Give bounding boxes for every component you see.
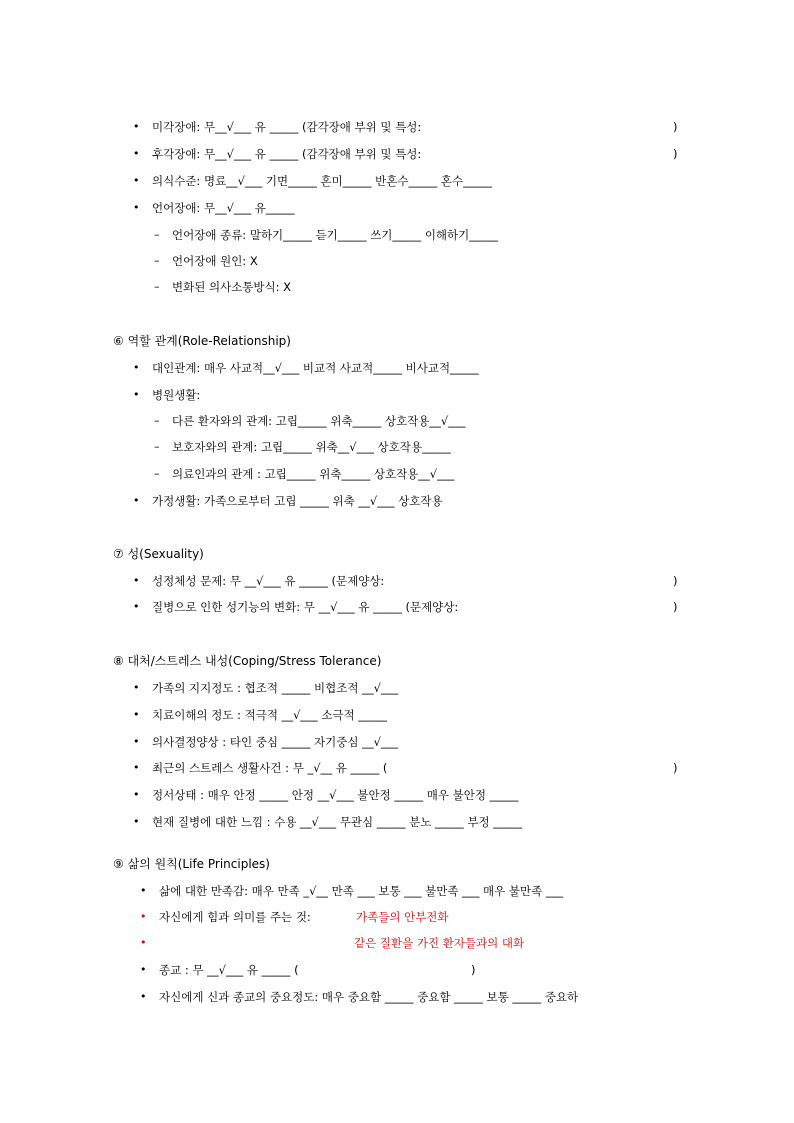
life-satisfaction-line: 삶에 대한 만족감: 매우 만족 _√__ 만족 ___ 보통 ___ 불만족 ___ 매우 불만족 ___ — [159, 884, 564, 898]
close-paren: ) — [673, 574, 678, 588]
decision-making-line: 의사결정양상 : 타인 중심 _____ 자기중심 __√___ — [152, 735, 399, 749]
meaning-source-label: 자신에게 힘과 의미를 주는 것: — [159, 910, 311, 924]
close-paren: ) — [673, 600, 678, 614]
bullet: • — [133, 681, 140, 694]
other-patients-relation-line: 다른 환자와의 관계: 고립_____ 위축_____ 상호작용__√___ — [172, 414, 466, 428]
close-paren: ) — [673, 147, 678, 161]
bullet: • — [133, 388, 140, 401]
sexual-identity-line: 성정체성 문제: 무 __√___ 유 _____ (문제양상: — [152, 574, 385, 588]
dash: – — [154, 414, 160, 427]
bullet: • — [133, 174, 140, 187]
bullet: • — [133, 761, 140, 774]
bullet: • — [133, 201, 140, 214]
section-heading-sexuality: ⑦ 성(Sexuality) — [113, 547, 204, 561]
sexual-function-change-line: 질병으로 인한 성기능의 변화: 무 __√___ 유 _____ (문제양상: — [152, 600, 459, 614]
dash: – — [154, 467, 160, 480]
dash: – — [154, 280, 160, 293]
dash: – — [154, 254, 160, 267]
bullet: • — [133, 735, 140, 748]
bullet: • — [140, 936, 147, 949]
bullet: • — [133, 788, 140, 801]
bullet: • — [133, 600, 140, 613]
emotional-state-line: 정서상태 : 매우 안정 _____ 안정 __√___ 불안정 _____ 매우 불안정 _____ — [152, 788, 519, 802]
religion-importance-line: 자신에게 신과 종교의 중요정도: 매우 중요함 _____ 중요함 _____ 보통 _____ 중요하 — [159, 990, 579, 1004]
bullet: • — [133, 120, 140, 133]
bullet: • — [140, 910, 147, 923]
feeling-about-illness-line: 현재 질병에 대한 느낌 : 수용 __√___ 무관심 _____ 분노 _____ 부정 _____ — [152, 815, 523, 829]
bullet: • — [133, 361, 140, 374]
close-paren: ) — [673, 761, 678, 775]
medical-staff-relation-line: 의료인과의 관계 : 고립_____ 위축_____ 상호작용__√___ — [172, 467, 455, 481]
bullet: • — [140, 884, 147, 897]
communication-method-line: 변화된 의사소통방식: X — [172, 280, 292, 294]
section-heading-life-principles: ⑨ 삶의 원칙(Life Principles) — [113, 857, 270, 871]
bullet: • — [133, 574, 140, 587]
language-disorder-cause-line: 언어장애 원인: X — [172, 254, 258, 268]
bullet: • — [133, 494, 140, 507]
language-disorder-line: 언어장애: 무__√___ 유_____ — [152, 201, 295, 215]
family-support-line: 가족의 지지정도 : 협조적 _____ 비협조적 __√___ — [152, 681, 399, 695]
meaning-source-value-2: 같은 질환을 가진 환자들과의 대화 — [354, 936, 525, 950]
treatment-understanding-line: 치료이해의 정도 : 적극적 __√___ 소극적 _____ — [152, 708, 388, 722]
close-paren: ) — [673, 120, 678, 134]
bullet: • — [133, 708, 140, 721]
recent-stress-events-line: 최근의 스트레스 생활사건 : 무 _√__ 유 _____ ( — [152, 761, 388, 775]
dash: – — [154, 228, 160, 241]
smell-disorder-line: 후각장애: 무__√___ 유 _____ (감각장애 부위 및 특성: — [152, 147, 422, 161]
bullet: • — [140, 990, 147, 1003]
consciousness-level-line: 의식수준: 명료__√___ 기면_____ 혼미_____ 반혼수_____ 혼수_____ — [152, 174, 492, 188]
religion-line: 종교 : 무 __√___ 유 _____ ( — [159, 963, 299, 977]
bullet: • — [140, 963, 147, 976]
close-paren: ) — [471, 963, 476, 977]
bullet: • — [133, 147, 140, 160]
family-life-line: 가정생활: 가족으로부터 고립 _____ 위축 __√___ 상호작용 — [152, 494, 443, 508]
dash: – — [154, 440, 160, 453]
meaning-source-value: 가족들의 안부전화 — [356, 910, 449, 924]
section-heading-role-relationship: ⑥ 역할 관계(Role-Relationship) — [113, 334, 291, 348]
section-heading-coping-stress: ⑧ 대처/스트레스 내성(Coping/Stress Tolerance) — [113, 654, 382, 668]
interpersonal-relation-line: 대인관계: 매우 사교적__√___ 비교적 사교적_____ 비사교적_____ — [152, 361, 479, 375]
language-disorder-type-line: 언어장애 종류: 말하기_____ 듣기_____ 쓰기_____ 이해하기_____ — [172, 228, 499, 242]
guardian-relation-line: 보호자와의 관계: 고립_____ 위축__√___ 상호작용_____ — [172, 440, 451, 454]
hospital-life-line: 병원생활: — [152, 388, 201, 402]
bullet: • — [133, 815, 140, 828]
taste-disorder-line: 미각장애: 무__√___ 유 _____ (감각장애 부위 및 특성: — [152, 120, 422, 134]
